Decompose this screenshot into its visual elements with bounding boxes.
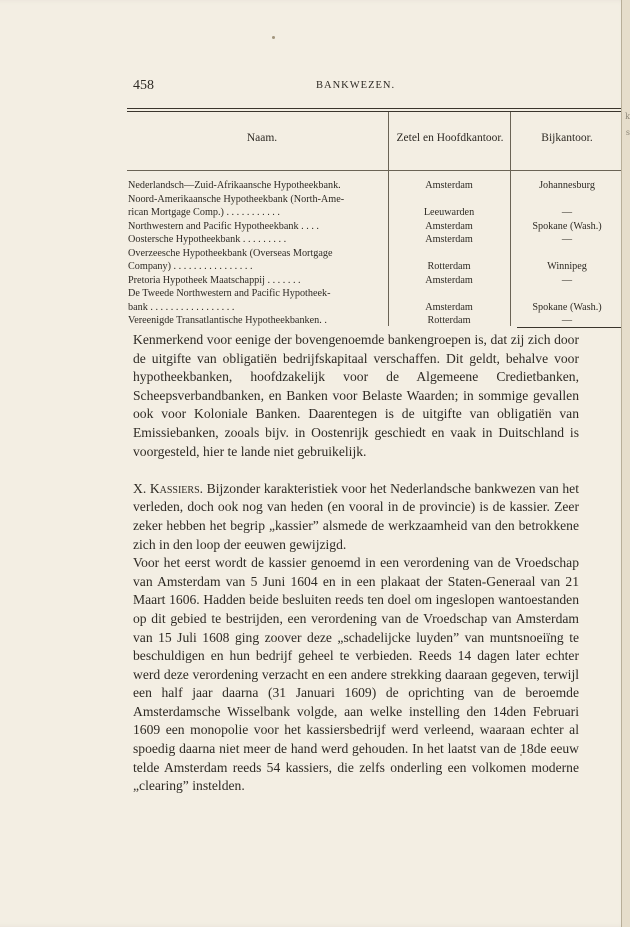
bank-branch: Spokane (Wash.) [532,220,602,232]
bank-name: Oostersche Hypotheekbank . . . . . . . . . [128,234,287,245]
page-header [133,78,621,96]
bank-seat: Amsterdam [425,234,473,245]
paragraph-obligations: Kenmerkend voor eenige der bovengenoemde bankengroepen is, dat zij zich door de uitgifte van obligatiën bedrijfskapitaal verschaffen. Dit geldt, behalve voor hypotheekbanken, hoofdzakelijk voor de Algemeene Credietbanken, Scheepsverbandbanken, en Banken voor Belaste Waarden; in sommige gevallen ook voor Koloniale Banken. Daarentegen is de uitgifte van obligatiën van Emissiebanken, zooals bijv. in Oostenrijk geschiedt en vaak in Duitschland is voorgesteld, hier te lande niet gebruikelijk. [133,332,579,459]
paragraph-gap [133,461,579,480]
bank-name: De Tweede Northwestern and Pacific Hypotheek- [128,288,331,299]
table-row [127,247,630,261]
paragraph-kassiers-text: Bijzonder karakteristiek voor het Nederlandsche bankwezen van het verleden, doch ook nog van heden (en vooral in de provincie) is de kassier. Zeer zeker hebben het begrip „kassier” alsmede de werkzaamheid van den betrokkene zich in den loop der eeuwen gewijzigd. [133,480,579,552]
table-row [127,193,630,207]
edge-fragment: s [625,128,630,137]
paragraph-kassiers-intro [133,480,579,554]
page-number: 458 [133,78,154,93]
table-row [127,179,630,193]
bank-seat: Amsterdam [425,274,473,286]
table-row [127,314,630,328]
table-row [127,274,630,288]
bank-name: Pretoria Hypotheek Maatschappij . . . . . . . [128,274,301,286]
edge-fragment: k [625,112,630,121]
table-row [127,301,630,315]
bank-branch: — [561,207,573,218]
bank-branch: Johannesburg [539,180,595,191]
bank-name: Company) . . . . . . . . . . . . . . . . [128,261,253,272]
body-text [133,331,579,796]
bank-name: Vereenigde Transatlantische Hypotheekbanken. . [128,315,327,326]
bank-branch: — [561,234,573,245]
bank-name: Nederlandsch—Zuid-Afrikaansche Hypotheekbank. [128,180,341,191]
table-row [127,206,630,220]
banks-table [127,108,630,330]
bank-seat: Amsterdam [425,180,473,191]
bank-branch: — [561,315,573,326]
running-head: BANKWEZEN. [316,80,396,91]
bank-seat: Leeuwarden [423,207,475,218]
table-row [127,220,630,234]
column-header-branch: Bijkantoor. [541,132,593,144]
bank-name: Northwestern and Pacific Hypotheekbank . . . . [128,220,319,232]
ink-speck [272,36,275,39]
table-header-rule [127,170,630,171]
bank-name: rican Mortgage Comp.) . . . . . . . . . . . [128,207,280,218]
bank-name: Overzeesche Hypotheekbank (Overseas Mortgage [128,247,333,259]
section-heading: Kassiers. [149,480,204,496]
paragraph-kassiers-history: Voor het eerst wordt de kassier genoemd in een verordening van de Vroedschap van Amsterdam van 5 Juni 1604 en in een plakaat der Staten-Generaal van 21 Maart 1606. Hadden beide besluiten reeds ten doel om ingeslopen wantoestanden op dit gebied te bestrijden, een verordening van de Vroedschap van Amsterdam van 15 Juli 1608 ging zoover deze „schadelijcke luyden” van muntsnoeiïng te beschuldigen en hun bedrijf geheel te verbieden. Reeds 14 dagen later echter werd deze verordening verzacht en een andere strekking daaraan gegeven, terwijl een half jaar daarna (31 Januari 1609) de oprichting van de beroemde Amsterdamsche Wisselbank volgde, aan welke instelling den 14den Februari 1609 een monopolie voor het kassiersbedrijf werd verleend, waaraan echter al spoedig daarna niet meer de hand werd gehouden. In het laatst van de 18de eeuw telde Amsterdam reeds 54 kassiers, die zelfs onderling een volkomen moderne „clearing” instelden. [133,555,579,794]
bank-seat: Amsterdam [425,220,473,232]
table-body [127,179,630,328]
table-row [127,260,630,274]
table-row [127,233,630,247]
bank-seat: Amsterdam [425,301,473,313]
bank-name: Noord-Amerikaansche Hypotheekbank (North-Ame- [128,193,345,205]
bank-name: bank . . . . . . . . . . . . . . . . . [128,301,235,313]
table-top-rule [127,108,630,109]
bank-seat: Rotterdam [427,261,471,272]
table-row [127,287,630,301]
bank-branch: Spokane (Wash.) [532,301,602,313]
adjacent-page-edge [621,0,630,927]
bank-seat: Rotterdam [427,315,471,326]
bank-branch: — [561,274,573,286]
column-header-name: Naam. [246,132,278,144]
table-top-rule-inner [127,111,630,112]
bank-branch: Winnipeg [547,261,587,272]
column-header-seat: Zetel en Hoofdkantoor. [396,132,504,144]
section-number: X. [133,480,147,496]
